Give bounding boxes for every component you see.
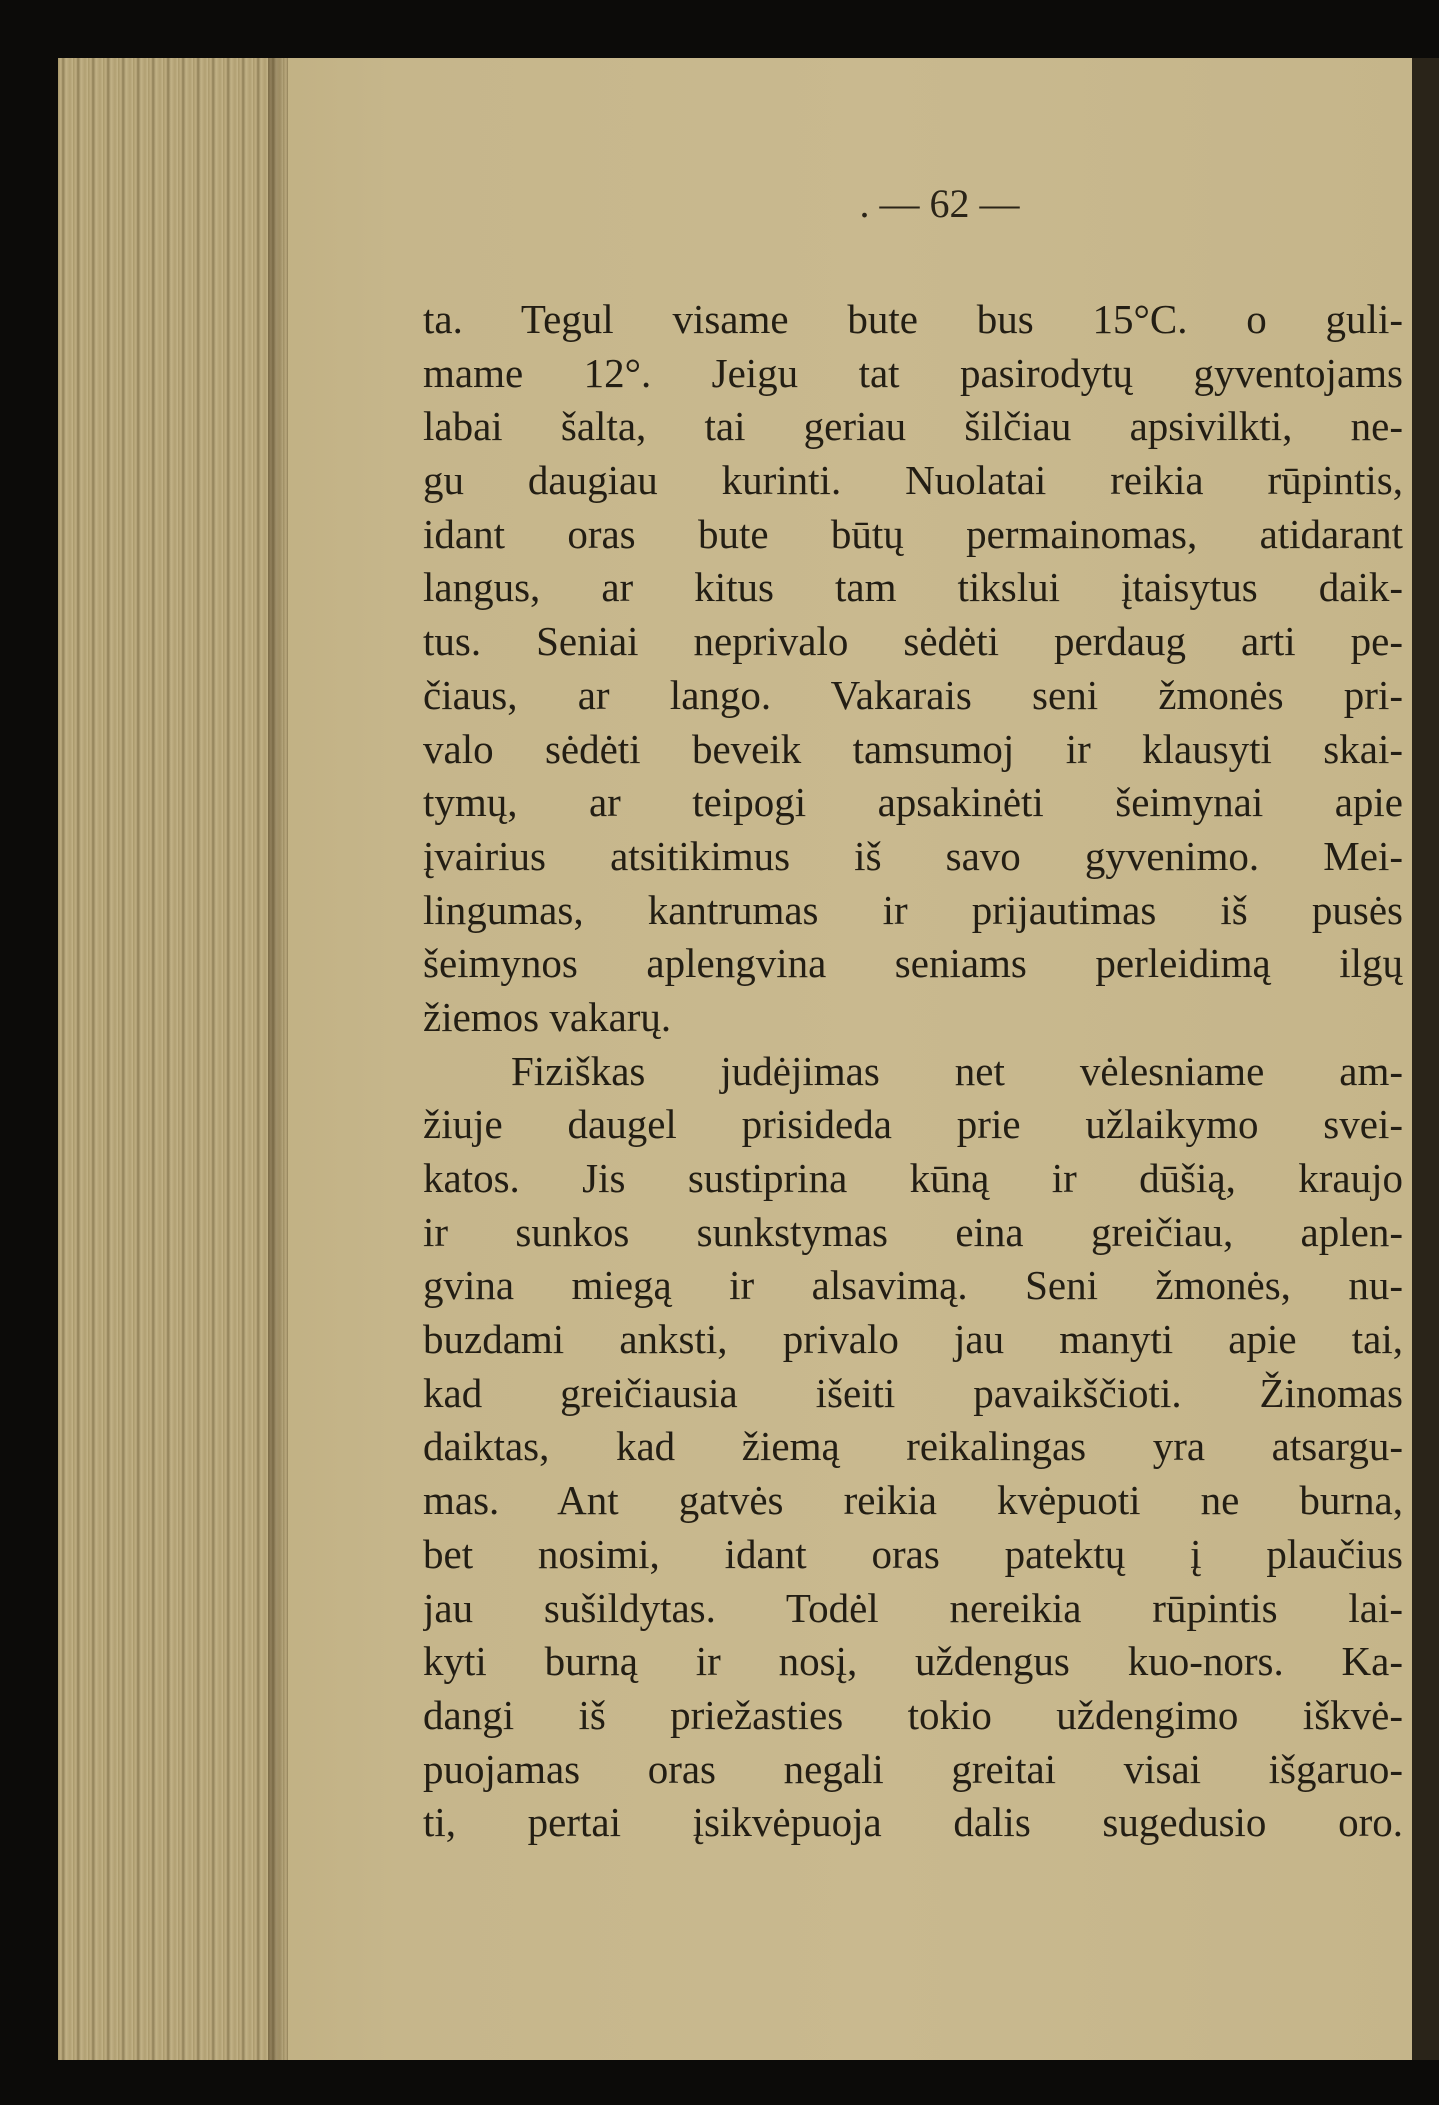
- text-line: tymų, ar teipogi apsakinėti šeimynai apie: [423, 779, 1403, 826]
- text-line: čiaus, ar lango. Vakarais seni žmonės pri-: [423, 671, 1403, 718]
- text-line: dangi iš priežasties tokio uždengimo iškvė-: [423, 1691, 1403, 1738]
- text-line: bet nosimi, idant oras patektų į plaučius: [423, 1530, 1403, 1577]
- text-line: kyti burną ir nosį, uždengus kuo-nors. Ka-: [423, 1638, 1403, 1685]
- text-line: jau sušildytas. Todėl nereikia rūpintis lai-: [423, 1584, 1403, 1631]
- text-line: ti, pertai įsikvėpuoja dalis sugedusio oro.: [423, 1799, 1403, 1846]
- gutter-shadow: [268, 58, 288, 2060]
- right-page-edge: [1412, 58, 1439, 2060]
- text-line: įvairius atsitikimus iš savo gyvenimo. Mei-: [423, 832, 1403, 879]
- page-edges: [58, 58, 288, 2060]
- text-line: šeimynos aplengvina seniams perleidimą ilgų: [423, 940, 1403, 987]
- text-line: daiktas, kad žiemą reikalingas yra atsargu-: [423, 1423, 1403, 1470]
- text-line: žiuje daugel prisideda prie užlaikymo svei-: [423, 1101, 1403, 1148]
- body-text: [423, 293, 1403, 1850]
- paragraph-start-line: Fiziškas judėjimas net vėlesniame am-: [511, 1047, 1403, 1094]
- text-line: lingumas, kantrumas ir prijautimas iš pusės: [423, 886, 1403, 933]
- page-number: . — 62 —: [859, 181, 1020, 226]
- text-line: tus. Seniai neprivalo sėdėti perdaug arti pe-: [423, 618, 1403, 665]
- text-line: žiemos vakarų.: [423, 993, 672, 1040]
- text-line: puojamas oras negali greitai visai išgaruo-: [423, 1745, 1403, 1792]
- text-line: valo sėdėti beveik tamsumoj ir klausyti skai-: [423, 725, 1403, 772]
- text-line: kad greičiausia išeiti pavaikščioti. Žinomas: [423, 1369, 1403, 1416]
- text-line: gu daugiau kurinti. Nuolatai reikia rūpintis,: [423, 457, 1403, 504]
- text-line: mame 12°. Jeigu tat pasirodytų gyventojams: [423, 349, 1403, 396]
- text-line: buzdami anksti, privalo jau manyti apie tai,: [423, 1316, 1403, 1363]
- text-line: ir sunkos sunkstymas eina greičiau, aplen-: [423, 1208, 1403, 1255]
- text-line: mas. Ant gatvės reikia kvėpuoti ne burna,: [423, 1477, 1403, 1524]
- text-line: labai šalta, tai geriau šilčiau apsivilkti, ne-: [423, 403, 1403, 450]
- text-line: ta. Tegul visame bute bus 15°C. o guli-: [423, 296, 1403, 342]
- scan-background: [0, 0, 1439, 58]
- text-line: katos. Jis sustiprina kūną ir dūšią, kraujo: [423, 1155, 1403, 1201]
- text-line: idant oras bute būtų permainomas, atidarant: [423, 510, 1403, 557]
- text-line: gvina miegą ir alsavimą. Seni žmonės, nu-: [423, 1262, 1403, 1309]
- text-line: langus, ar kitus tam tikslui įtaisytus daik-: [423, 564, 1403, 611]
